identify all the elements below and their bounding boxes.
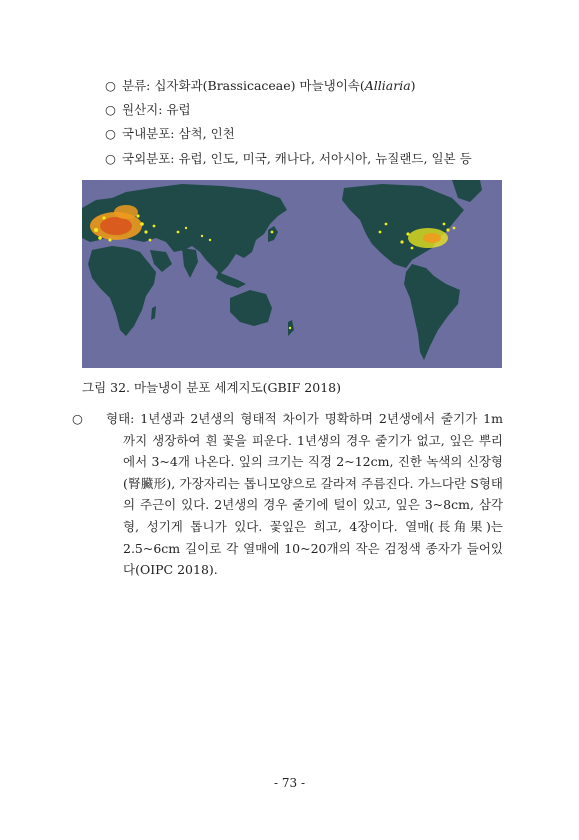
foreign-distribution-text: 국외분포: 유럽, 인도, 미국, 캐나다, 서아시아, 뉴질랜드, 일본 등 [122, 150, 472, 166]
bullet-mark: ○ [72, 411, 83, 426]
page-number: - 73 - [273, 776, 305, 790]
morphology-description [72, 408, 503, 581]
domestic-distribution-text: 국내분포: 삼척, 인천 [122, 126, 235, 142]
figure-caption: 그림 32. 마늘냉이 분포 세계지도(GBIF 2018) [82, 380, 341, 395]
classification-close: ) [410, 78, 416, 93]
classification-list [105, 74, 535, 171]
bullet-mark: ○ [105, 102, 116, 118]
origin-text: 원산지: 유럽 [122, 102, 191, 118]
bullet-foreign-distribution [105, 147, 535, 171]
na-heat-core [423, 233, 441, 243]
europe-heat-core [100, 217, 132, 235]
europe-heat-north [114, 205, 138, 219]
genus-name: Alliaria [364, 78, 411, 93]
bullet-classification [105, 74, 535, 98]
morphology-text: 형태: 1년생과 2년생의 형태적 차이가 명확하며 2년생에서 줄기가 1m 까지 생장하여 흰 꽃을 피운다. 1년생의 경우 줄기가 없고, 잎은 뿌리에서 3~4개 나온다. 잎의 크기는 직경 2~12cm, 진한 녹색의 신장형(腎臟形), 가장자리는 톱니모양으로 갈라져 주름진다. 가느다란 S형태의 주근이 있다. 2년생의 경우 줄기에 털이 있고, 잎은 3~8cm, 삼각형, 성기게 톱니가 있다. 꽃잎은 희고, 4장이다. 열매(長角果)는 2.5~6cm 길이로 각 열매에 10~20개의 작은 검정색 종자가 들어있다(OIPC 2018). [106, 411, 503, 578]
bullet-mark: ○ [105, 150, 116, 166]
bullet-mark: ○ [105, 126, 116, 142]
bullet-domestic-distribution [105, 122, 535, 146]
classification-text: 분류: 십자화과(Brassicaceae) 마늘냉이속( [122, 78, 365, 93]
distribution-world-map [82, 180, 502, 368]
morphology-paragraph [72, 408, 503, 581]
bullet-origin [105, 98, 535, 122]
bullet-mark: ○ [105, 78, 116, 93]
